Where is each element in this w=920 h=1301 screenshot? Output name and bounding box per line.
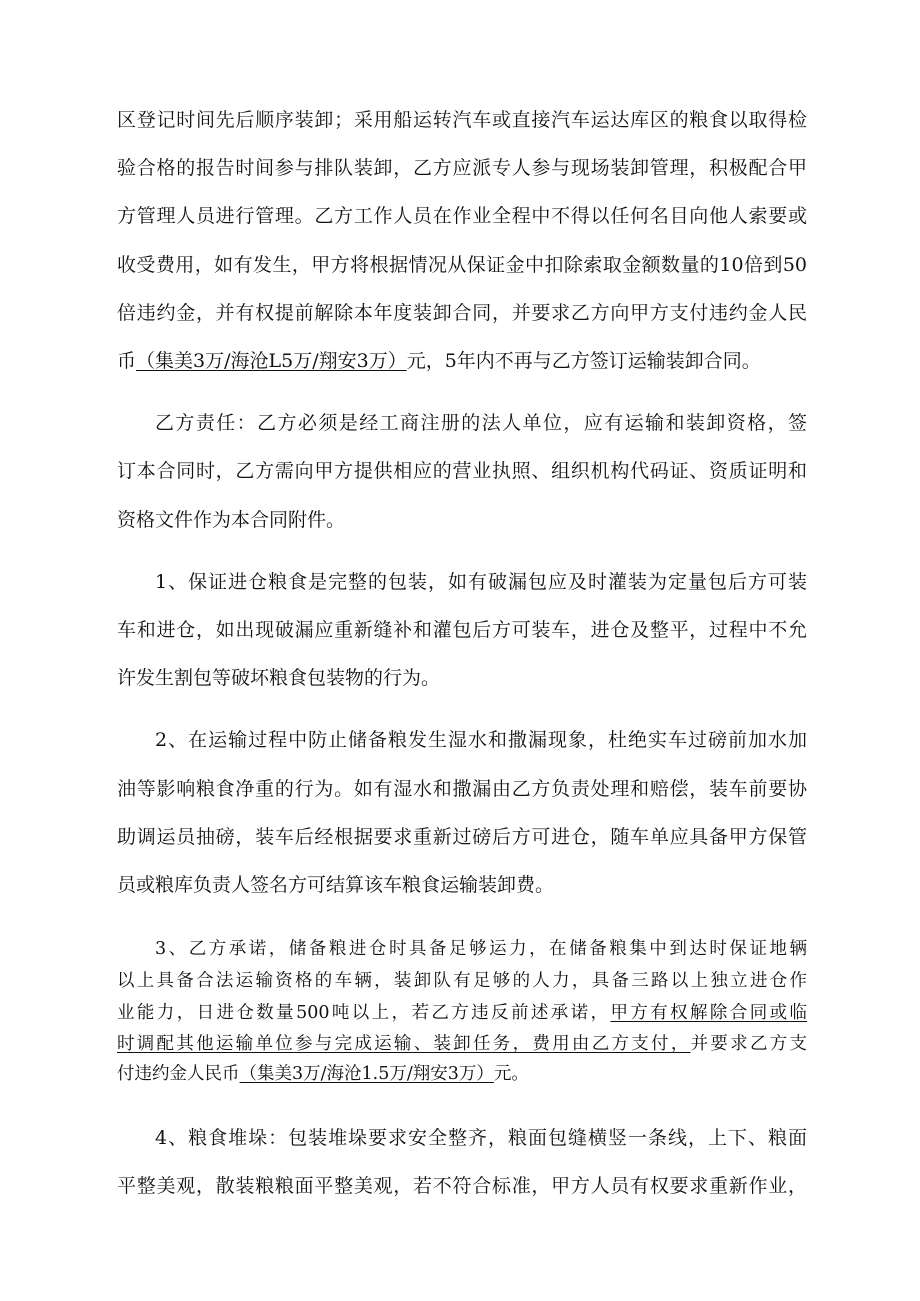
paragraph-1-line-4: 收受费用，如有发生，甲方将根据情况从保证金中扣除索取金额数量的10倍到50 — [117, 254, 807, 276]
paragraph-2-line-3: 资格文件作为本合同附件。 — [117, 509, 346, 531]
paragraph-5-line-2: 以上具备合法运输资格的车辆，装卸队有足够的人力，具备三路以上独立进仓作 — [117, 971, 807, 991]
termination-clause-underlined-1: 甲方有权解除合同或临 — [610, 1003, 808, 1023]
paragraph-3-line-3: 许发生割包等破坏粮食包装物的行为。 — [117, 667, 441, 689]
paragraph-1-line-6 — [117, 349, 761, 373]
paragraph-4-line-3: 助调运员抽磅，装车后经根据要求重新过磅后方可进仓，随车单应具备甲方保管 — [117, 826, 807, 848]
paragraph-5-line-3-text: 业能力，日进仓数量500吨以上，若乙方违反前述承诺， — [117, 1003, 611, 1023]
paragraph-5-tail: 元。 — [493, 1064, 529, 1084]
penalty-amounts-underlined-2: （集美3万/海沧1.5万/翔安3万） — [239, 1064, 494, 1084]
paragraph-1-line-2: 验合格的报告时间参与排队装卸，乙方应派专人参与现场装卸管理，积极配合甲 — [117, 157, 807, 179]
paragraph-5-line-4-tail: 并要求乙方支 — [690, 1034, 808, 1054]
paragraph-1-line-5: 倍违约金，并有权提前解除本年度装卸合同，并要求乙方向甲方支付违约金人民 — [117, 302, 807, 324]
paragraph-5-line-4 — [117, 1032, 807, 1056]
paragraph-4-line-2: 油等影响粮食净重的行为。如有湿水和撒漏由乙方负责处理和赔偿，装车前要协 — [117, 778, 807, 800]
penalty-amounts-underlined: （集美3万/海沧L5万/翔安3万） — [136, 350, 407, 372]
paragraph-5-line-5-text: 付违约金人民币 — [117, 1064, 240, 1084]
paragraph-5-line-3 — [117, 1001, 807, 1025]
paragraph-6-line-1: 4、粮食堆垛：包装堆垛要求安全整齐，粮面包缝横竖一条线，上下、粮面 — [155, 1127, 807, 1149]
paragraph-4-line-1: 2、在运输过程中防止储备粮发生湿水和撒漏现象，杜绝实车过磅前加水加 — [155, 729, 807, 751]
paragraph-5-line-1: 3、乙方承诺，储备粮进仓时具备足够运力，在储备粮集中到达时保证地辆 — [155, 939, 807, 959]
paragraph-4-line-4: 员或粮库负责人签名方可结算该车粮食运输装卸费。 — [117, 874, 555, 896]
paragraph-2-line-2: 订本合同时，乙方需向甲方提供相应的营业执照、组织机构代码证、资质证明和 — [117, 460, 807, 482]
paragraph-1-tail: 元，5年内不再与乙方签订运输装卸合同。 — [406, 350, 761, 372]
paragraph-5-line-5 — [117, 1062, 529, 1086]
currency-label: 币 — [117, 350, 137, 372]
paragraph-3-line-2: 车和进仓，如出现破漏应重新缝补和灌包后方可装车，进仓及整平，过程中不允 — [117, 619, 807, 641]
paragraph-1-line-3: 方管理人员进行管理。乙方工作人员在作业全程中不得以任何名目向他人索要或 — [117, 205, 807, 227]
paragraph-6-line-2: 平整美观，散装粮粮面平整美观，若不符合标准，甲方人员有权要求重新作业， — [117, 1175, 807, 1197]
paragraph-3-line-1: 1、保证进仓粮食是完整的包装，如有破漏包应及时灌装为定量包后方可装 — [155, 571, 807, 593]
paragraph-1-line-1: 区登记时间先后顺序装卸；采用船运转汽车或直接汽车运达库区的粮食以取得检 — [117, 109, 807, 131]
paragraph-2-line-1: 乙方责任：乙方必须是经工商注册的法人单位，应有运输和装卸资格，签 — [155, 412, 807, 434]
termination-clause-underlined-2: 时调配其他运输单位参与完成运输、装卸任务，费用由乙方支付， — [117, 1034, 691, 1054]
